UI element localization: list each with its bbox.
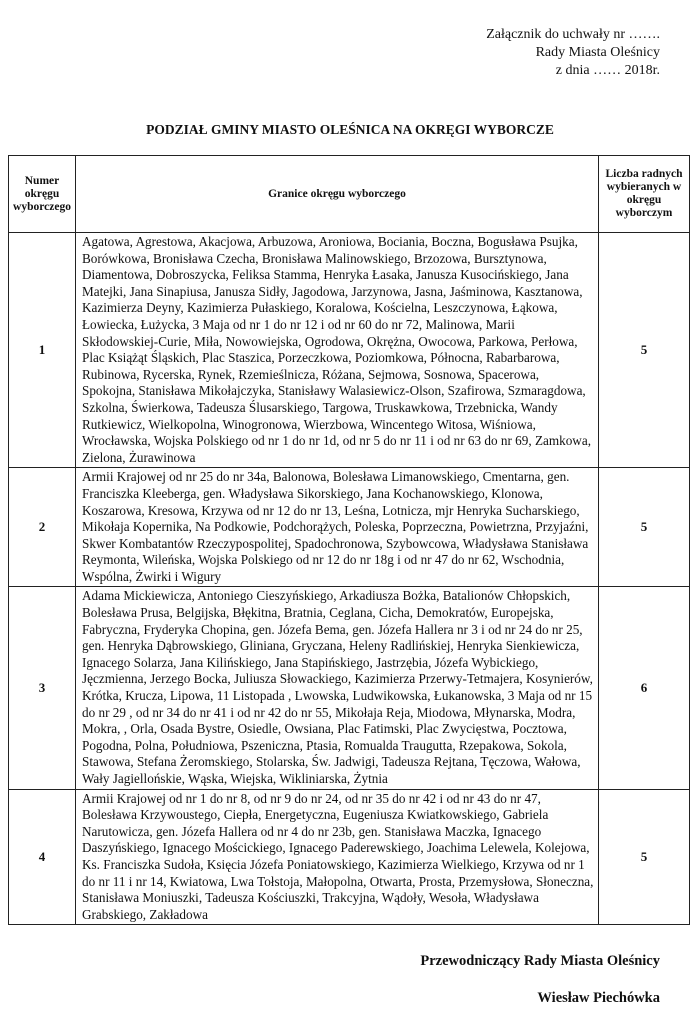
table-row bbox=[9, 233, 690, 468]
councillors-count: 6 bbox=[599, 587, 690, 789]
attachment-line-date: z dnia …… 2018r. bbox=[555, 63, 660, 78]
district-boundaries: Adama Mickiewicza, Antoniego Cieszyńskiego, Arkadiusza Bożka, Batalionów Chłopskich, Bolesława Prusa, Belgijska, Błękitna, Bratnia, Ceglana, Cicha, Demokratów, Europejska, Fabryczna, Fryderyka Chopina, gen. Józefa Bema, gen. Józefa Hallera nr 3 i od nr 24 do nr 25, gen. Henryka Dąbrowskiego, Gliniana, Gryczana, Heleny Radlińskiej, Henryka Sienkiewicza, Ignacego Solarza, Jana Kilińskiego, Jana Stapińskiego, Jastrzębia, Józefa Wybickiego, Jęczmienna, Jerzego Bocka, Juliusza Słowackiego, Kazimierza Przerwy-Tetmajera, Kosynierów, Krótka, Krucza, Lipowa, 11 Listopada , Lwowska, Ludwikowska, Łukanowska, 3 Maja od nr 15 do nr 29 , od nr 34 do nr 41 i od nr 42 do nr 55, Mikołaja Reja, Miodowa, Młynarska, Modra, Mokra, , Orla, Osada Bystre, Osiedle, Owsiana, Plac Fatimski, Plac Zwycięstwa, Pocztowa, Pogodna, Polna, Południowa, Pszeniczna, Ptasia, Romualda Traugutta, Rzepakowa, Sokola, Stawowa, Stefana Żeromskiego, Stolarska, Św. Jadwigi, Tadeusza Rejtana, Tęczowa, Wałowa, Wały Jagiellońskie, Wąska, Wiejska, Wikliniarska, Żytnia bbox=[76, 587, 599, 789]
district-boundaries: Armii Krajowej od nr 25 do nr 34a, Balonowa, Bolesława Limanowskiego, Cmentarna, gen. Franciszka Kleeberga, gen. Władysława Sikorskiego, Jana Kochanowskiego, Klonowa, Koszarowa, Kresowa, Krzywa od nr 12 do nr 13, Leśna, Lotnicza, mjr Henryka Sucharskiego, Mikołaja Kopernika, Na Podkowie, Podchorążych, Poleska, Poprzeczna, Powietrzna, Przyjaźni, Skwer Kombatantów Rzeczypospolitej, Spadochronowa, Szybowcowa, Władysława Stanisława Reymonta, Wileńska, Wojska Polskiego od nr 12 do nr 18g i od nr 47 do nr 62, Wschodnia, Wspólna, Żwirki i Wigury bbox=[76, 468, 599, 587]
councillors-count: 5 bbox=[599, 233, 690, 468]
header-district-number: Numer okręgu wyborczego bbox=[9, 156, 76, 233]
district-boundaries: Armii Krajowej od nr 1 do nr 8, od nr 9 do nr 24, od nr 35 do nr 42 i od nr 43 do nr 47, Bolesława Krzywoustego, Ciepła, Energetyczna, Eugeniusza Kwiatkowskiego, Gabriela Narutowicza, gen. Józefa Hallera od nr 4 do nr 23b, gen. Stanisława Maczka, Ignacego Daszyńskiego, Ignacego Mościckiego, Ignacego Paderewskiego, Joachima Lelewela, Kolejowa, Ks. Franciszka Sudoła, Księcia Józefa Poniatowskiego, Kazimierza Wielkiego, Krzywa od nr 1 do nr 11 i nr 14, Kwiatowa, Lwa Tołstoja, Małopolna, Otwarta, Prosta, Przemysłowa, Słoneczna, Stanisława Moniuszki, Tadeusza Kościuszki, Trakcyjna, Wądoły, Wesoła, Władysława Grabskiego, Zakładowa bbox=[76, 789, 599, 925]
header-district-boundaries: Granice okręgu wyborczego bbox=[76, 156, 599, 233]
councillors-count: 5 bbox=[599, 789, 690, 925]
attachment-line-council: Rady Miasta Oleśnicy bbox=[535, 45, 660, 60]
signature-name: Wiesław Piechówka bbox=[537, 990, 660, 1006]
attachment-line-resolution: Załącznik do uchwały nr ……. bbox=[486, 27, 660, 42]
table-row bbox=[9, 468, 690, 587]
header-councillors-count: Liczba radnych wybieranych w okręgu wyborczym bbox=[599, 156, 690, 233]
district-number: 2 bbox=[9, 468, 76, 587]
document-title: PODZIAŁ GMINY MIASTO OLEŚNICA NA OKRĘGI WYBORCZE bbox=[146, 122, 554, 137]
district-boundaries: Agatowa, Agrestowa, Akacjowa, Arbuzowa, Aroniowa, Bociania, Boczna, Bogusława Psujka, Borówkowa, Bronisława Czecha, Bronisława Malinowskiego, Brzozowa, Bursztynowa, Diamentowa, Dobroszycka, Feliksa Stamma, Henryka Łasaka, Janusza Kusocińskiego, Jana Matejki, Jana Sinapiusa, Janusza Sidły, Jagodowa, Jarzynowa, Jasna, Jaśminowa, Kasztanowa, Kazimierza Deyny, Kazimierza Pułaskiego, Koralowa, Kościelna, Leszczynowa, Łąkowa, Łowiecka, Łużycka, 3 Maja od nr 1 do nr 12 i od nr 60 do nr 72, Malinowa, Marii Skłodowskiej-Curie, Miła, Nowowiejska, Ogrodowa, Okrężna, Owocowa, Parkowa, Perłowa, Plac Książąt Śląskich, Plac Staszica, Porzeczkowa, Poziomkowa, Północna, Rabarbarowa, Rubinowa, Rycerska, Rynek, Rzemieślnicza, Różana, Sejmowa, Sosnowa, Spacerowa, Spokojna, Stanisława Mikołajczyka, Stanisławy Walasiewicz-Olson, Szafirowa, Szmaragdowa, Szkolna, Świerkowa, Tadeusza Ślusarskiego, Targowa, Truskawkowa, Trzebnicka, Wandy Rutkiewicz, Wielkopolna, Winogronowa, Wierzbowa, Wincentego Witosa, Wiśniowa, Wrocławska, Wojska Polskiego od nr 1 do nr 1d, od nr 5 do nr 11 i od nr 63 do nr 69, Zamkowa, Zielona, Żurawinowa bbox=[76, 233, 599, 468]
table-header-row bbox=[9, 156, 690, 233]
councillors-count: 5 bbox=[599, 468, 690, 587]
districts-table bbox=[8, 155, 690, 925]
signature-title: Przewodniczący Rady Miasta Oleśnicy bbox=[420, 953, 660, 969]
table-row bbox=[9, 587, 690, 789]
district-number: 1 bbox=[9, 233, 76, 468]
attachment-header bbox=[486, 26, 660, 80]
district-number: 4 bbox=[9, 789, 76, 925]
table-row bbox=[9, 789, 690, 925]
district-number: 3 bbox=[9, 587, 76, 789]
